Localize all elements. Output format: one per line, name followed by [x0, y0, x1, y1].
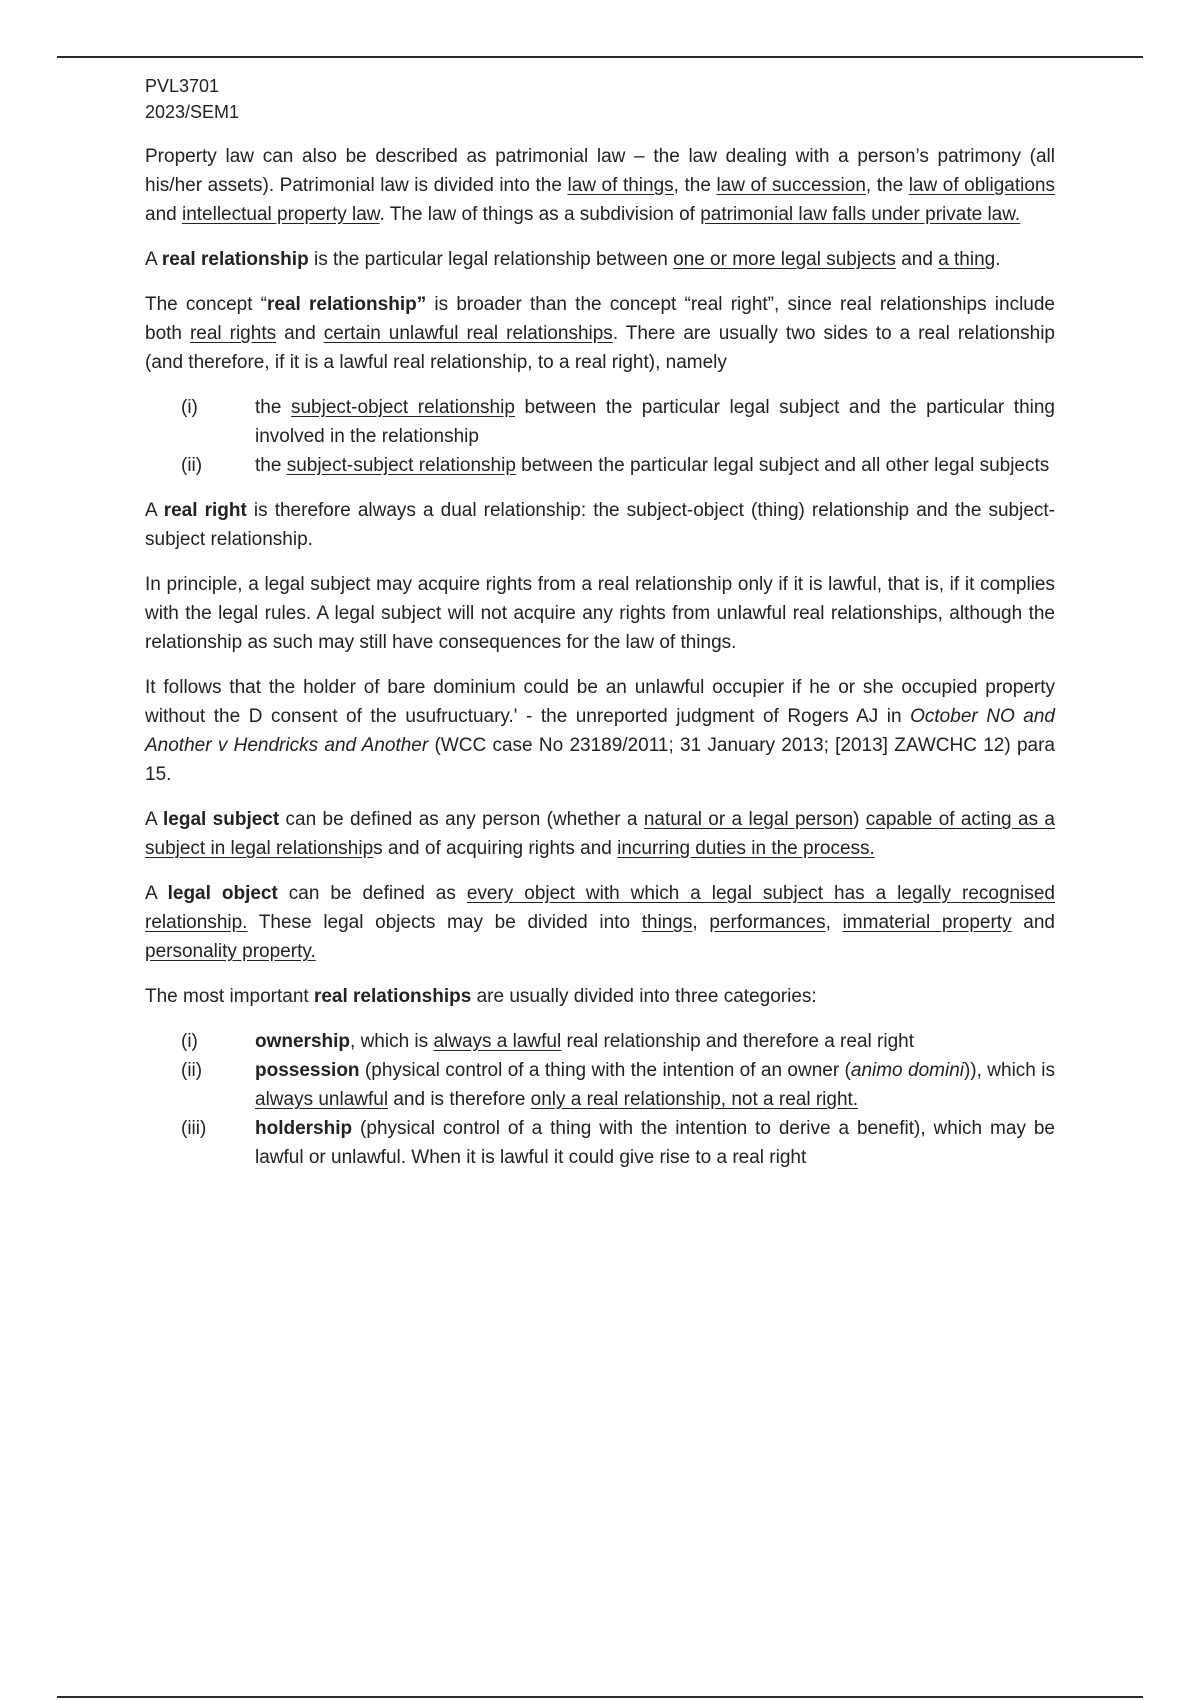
- text: The most important: [145, 986, 314, 1007]
- list-item-text: [255, 451, 1055, 480]
- underlined-term: immaterial property: [842, 912, 1012, 933]
- underlined-term: intellectual property law: [181, 204, 380, 225]
- list-number: (i): [181, 1031, 198, 1052]
- page-header: [145, 73, 1055, 125]
- text: , the: [673, 175, 717, 196]
- top-rule: [57, 56, 1143, 58]
- text: ,: [692, 912, 710, 933]
- text: is broader than the concept “real right”, since real relationships include both: [145, 294, 1055, 344]
- underlined-term: patrimonial law falls under private law.: [700, 204, 1021, 225]
- list-number: (i): [181, 397, 198, 418]
- text: The concept “: [145, 294, 268, 315]
- paragraph-case-reference: [145, 673, 1055, 789]
- bold-term: ownership: [255, 1031, 351, 1052]
- text: and: [145, 204, 182, 225]
- bold-term: possession: [255, 1060, 360, 1081]
- text: s and of acquiring rights and: [373, 838, 618, 859]
- underlined-term: every object with which a legal subject has a legally recognised relationship.: [145, 883, 1055, 933]
- text: , which is: [350, 1031, 434, 1052]
- text: )), which is: [963, 1060, 1055, 1081]
- paragraph-legal-subject: [145, 805, 1055, 863]
- italic-term: animo domini: [850, 1060, 964, 1081]
- semester-label: 2023/SEM1: [145, 102, 240, 122]
- underlined-term: law of succession: [716, 175, 866, 196]
- text: between the particular legal subject and the particular thing involved in the relationship: [255, 397, 1055, 447]
- underlined-term: one or more legal subjects: [673, 249, 896, 270]
- paragraph-concept: [145, 290, 1055, 377]
- text: and is therefore: [388, 1089, 531, 1110]
- case-name: October NO and Another v Hendricks and Another: [145, 706, 1055, 756]
- text: ): [853, 809, 866, 830]
- list-item-text: [255, 1056, 1055, 1114]
- bold-term: real right: [163, 500, 247, 521]
- underlined-term: law of things: [567, 175, 674, 196]
- underlined-term: personality property.: [145, 941, 316, 962]
- underlined-term: subject-object relationship: [290, 397, 515, 418]
- bold-term: real relationship: [161, 249, 309, 270]
- bold-term: holdership: [255, 1118, 353, 1139]
- list-item: [145, 1056, 1055, 1114]
- list-item-text: [255, 1114, 1055, 1172]
- text: A: [145, 500, 164, 521]
- text: A: [145, 883, 168, 904]
- text: It follows that the holder of bare dominium could be an unlawful occupier if he or she occupied property without the D consent of the usufructuary.' - the unreported judgment of Rogers AJ in: [145, 677, 1055, 727]
- list-number: (ii): [181, 455, 203, 476]
- underlined-term: always a lawful: [433, 1031, 562, 1052]
- underlined-term: certain unlawful real relationships: [323, 323, 613, 344]
- text: In principle, a legal subject may acquire rights from a real relationship only if it is lawful, that is, if it complies with the legal rules. A legal subject will not acquire any rights from unlawful real relationships, although the relationship as such may still have consequences for the law of things.: [145, 574, 1055, 653]
- text: is therefore always a dual relationship: the subject-object (thing) relationship and the subject-subject relationship.: [145, 500, 1055, 550]
- text: (WCC case No 23189/2011; 31 January 2013; [2013] ZAWCHC 12) para 15.: [145, 735, 1055, 785]
- bold-term: legal object: [167, 883, 278, 904]
- text: A: [145, 249, 162, 270]
- text: can be defined as any person (whether a: [279, 809, 644, 830]
- text: are usually divided into three categories:: [471, 986, 817, 1007]
- paragraph-patrimonial-law: [145, 142, 1055, 229]
- list-item: [145, 1027, 1055, 1056]
- underlined-term: capable of acting as a subject in legal relationship: [145, 809, 1055, 859]
- bold-term: legal subject: [163, 809, 280, 830]
- underlined-term: things: [641, 912, 693, 933]
- list-number: (ii): [181, 1060, 203, 1081]
- bottom-rule: [57, 1696, 1143, 1698]
- paragraph-legal-object: [145, 879, 1055, 966]
- underlined-term: law of obligations: [908, 175, 1056, 196]
- text: (physical control of a thing with the intention to derive a benefit), which may be lawful or unlawful. When it is lawful it could give rise to a real right: [255, 1118, 1055, 1168]
- text: can be defined as: [277, 883, 467, 904]
- text: Property law can also be described as patrimonial law – the law dealing with a person’s patrimony (all his/her assets). Patrimonial law is divided into the: [145, 146, 1055, 196]
- text: and: [276, 323, 324, 344]
- paragraph-real-relationship: [145, 245, 1055, 274]
- underlined-term: incurring duties in the process.: [617, 838, 875, 859]
- underlined-term: a thing: [938, 249, 996, 270]
- text: These legal objects may be divided into: [247, 912, 642, 933]
- list-number: (iii): [181, 1118, 207, 1139]
- bold-term: real relationships: [313, 986, 472, 1007]
- list-item-text: [255, 1027, 1055, 1056]
- text: is the particular legal relationship between: [308, 249, 674, 270]
- text: (physical control of a thing with the intention of an owner (: [359, 1060, 851, 1081]
- list-item-text: [255, 393, 1055, 451]
- categories-list: [145, 1027, 1055, 1172]
- text: between the particular legal subject and all other legal subjects: [515, 455, 1050, 476]
- paragraph-principle: [145, 570, 1055, 657]
- text: the: [255, 397, 291, 418]
- course-code: PVL3701: [145, 76, 220, 96]
- text: . There are usually two sides to a real relationship (and therefore, if it is a lawful real relationship, to a real right), namely: [145, 323, 1056, 373]
- text: .: [995, 249, 1001, 270]
- underlined-term: natural or a legal person: [643, 809, 854, 830]
- text: the: [255, 455, 287, 476]
- paragraph-categories-intro: [145, 982, 1055, 1011]
- underlined-term: only a real relationship, not a real right.: [530, 1089, 859, 1110]
- relationship-sides-list: [145, 393, 1055, 480]
- document-body: [145, 73, 1055, 1188]
- text: . The law of things as a subdivision of: [379, 204, 701, 225]
- text: and: [895, 249, 939, 270]
- underlined-term: real rights: [189, 323, 277, 344]
- text: , the: [865, 175, 909, 196]
- bold-term: real relationship”: [267, 294, 427, 315]
- list-item: [145, 1114, 1055, 1172]
- text: A: [145, 809, 163, 830]
- underlined-term: subject-subject relationship: [286, 455, 516, 476]
- underlined-term: performances: [709, 912, 826, 933]
- list-item: [145, 393, 1055, 451]
- text: real relationship and therefore a real right: [561, 1031, 914, 1052]
- underlined-term: always unlawful: [255, 1089, 389, 1110]
- text: ,: [825, 912, 843, 933]
- list-item: [145, 451, 1055, 480]
- paragraph-real-right: [145, 496, 1055, 554]
- text: and: [1011, 912, 1055, 933]
